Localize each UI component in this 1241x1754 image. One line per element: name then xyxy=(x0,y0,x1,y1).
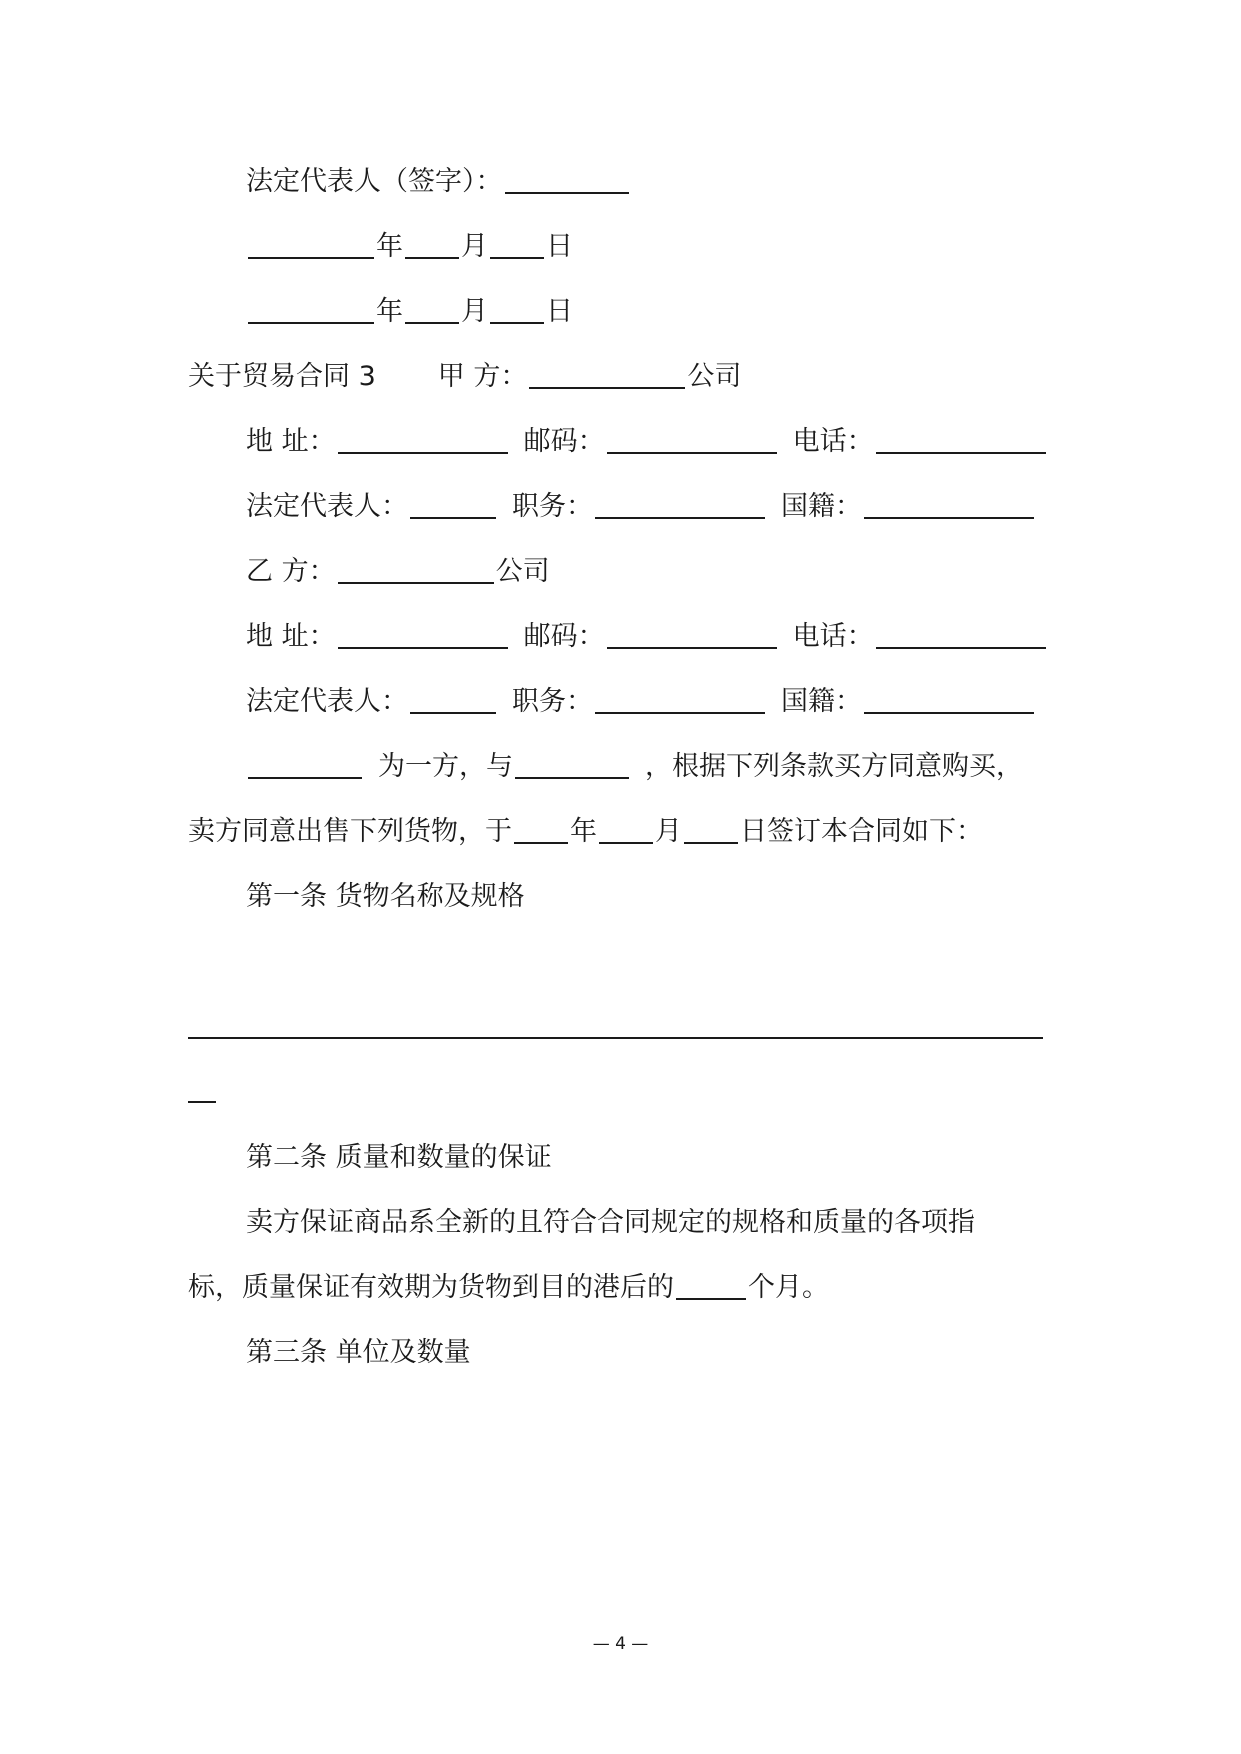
month-blank[interactable] xyxy=(405,231,459,259)
party-b-line xyxy=(246,552,550,592)
rep-blank[interactable] xyxy=(410,491,496,519)
year-label: 年 xyxy=(376,231,403,262)
phone-label: 电话： xyxy=(792,621,874,652)
year-label: 年 xyxy=(376,296,403,327)
seller-blank[interactable] xyxy=(515,751,629,779)
article-3-heading xyxy=(246,1333,471,1373)
article-3-title: 第三条 单位及数量 xyxy=(246,1337,471,1368)
address-label: 地 址： xyxy=(246,621,336,652)
party-a-address-line xyxy=(246,422,1048,462)
day-blank[interactable] xyxy=(490,231,544,259)
position-blank[interactable] xyxy=(595,491,765,519)
date-line-2 xyxy=(246,292,573,332)
company-label: 公司 xyxy=(495,556,550,587)
article-2-paragraph-line-1 xyxy=(246,1203,975,1243)
position-blank[interactable] xyxy=(595,686,765,714)
postcode-label: 邮码： xyxy=(523,621,605,652)
contract-title: 关于贸易合同 3 xyxy=(188,361,376,392)
intro-text-1b: ，根据下列条款买方同意购买， xyxy=(645,751,1023,782)
article-2-heading xyxy=(246,1138,552,1178)
article-2-paragraph-line-2 xyxy=(188,1268,829,1308)
buyer-blank[interactable] xyxy=(248,751,362,779)
position-label: 职务： xyxy=(512,686,593,717)
intro-text-2b: 日签订本合同如下： xyxy=(740,816,983,847)
address-label: 地 址： xyxy=(246,426,336,457)
rep-label: 法定代表人： xyxy=(246,686,408,717)
intro-text-2a: 卖方同意出售下列货物，于 xyxy=(188,816,512,847)
intro-line-2 xyxy=(188,812,983,852)
rep-blank[interactable] xyxy=(410,686,496,714)
rep-signature-label: 法定代表人（签字）： xyxy=(246,166,503,197)
date-line-1 xyxy=(246,227,573,267)
party-a-rep-line xyxy=(246,487,1036,527)
address-blank[interactable] xyxy=(338,426,508,454)
month-label: 月 xyxy=(461,296,488,327)
article-2-text-2b: 个月。 xyxy=(748,1272,829,1303)
year-blank[interactable] xyxy=(248,231,374,259)
article-2-text-1: 卖方保证商品系全新的且符合合同规定的规格和质量的各项指 xyxy=(246,1207,975,1238)
day-blank[interactable] xyxy=(684,816,738,844)
company-label: 公司 xyxy=(687,361,742,392)
month-blank[interactable] xyxy=(405,296,459,324)
address-blank[interactable] xyxy=(338,621,508,649)
party-b-address-line xyxy=(246,617,1048,657)
rep-label: 法定代表人： xyxy=(246,491,408,522)
day-label: 日 xyxy=(546,231,573,262)
phone-blank[interactable] xyxy=(876,426,1046,454)
signature-blank[interactable] xyxy=(505,166,629,194)
party-a-company-blank[interactable] xyxy=(529,361,685,389)
contract-title-line xyxy=(188,357,741,397)
page-number: — 4 — xyxy=(592,1634,649,1654)
party-a-label: 甲 方： xyxy=(437,361,528,392)
position-label: 职务： xyxy=(512,491,593,522)
party-b-rep-line xyxy=(246,682,1036,722)
article-2-text-2a: 标，质量保证有效期为货物到目的港后的 xyxy=(188,1272,674,1303)
postcode-blank[interactable] xyxy=(607,426,777,454)
nationality-label: 国籍： xyxy=(781,686,862,717)
article-1-heading xyxy=(246,877,525,917)
year-label: 年 xyxy=(570,816,597,847)
postcode-label: 邮码： xyxy=(523,426,605,457)
intro-line-1 xyxy=(246,747,1023,787)
article-2-title: 第二条 质量和数量的保证 xyxy=(246,1142,552,1173)
month-label: 月 xyxy=(461,231,488,262)
month-blank[interactable] xyxy=(599,816,653,844)
nationality-blank[interactable] xyxy=(864,686,1034,714)
party-b-label: 乙 方： xyxy=(246,556,336,587)
year-blank[interactable] xyxy=(514,816,568,844)
party-b-company-blank[interactable] xyxy=(338,556,494,584)
year-blank[interactable] xyxy=(248,296,374,324)
article-1-title: 第一条 货物名称及规格 xyxy=(246,881,525,912)
warranty-months-blank[interactable] xyxy=(676,1272,746,1300)
day-blank[interactable] xyxy=(490,296,544,324)
postcode-blank[interactable] xyxy=(607,621,777,649)
rep-signature-line xyxy=(246,162,631,202)
phone-blank[interactable] xyxy=(876,621,1046,649)
day-label: 日 xyxy=(546,296,573,327)
goods-spec-blank-line-1[interactable] xyxy=(188,1037,1043,1039)
intro-text-1a: 为一方，与 xyxy=(378,751,513,782)
nationality-label: 国籍： xyxy=(781,491,862,522)
nationality-blank[interactable] xyxy=(864,491,1034,519)
month-label: 月 xyxy=(655,816,682,847)
phone-label: 电话： xyxy=(792,426,874,457)
goods-spec-blank-line-2[interactable] xyxy=(188,1101,216,1103)
